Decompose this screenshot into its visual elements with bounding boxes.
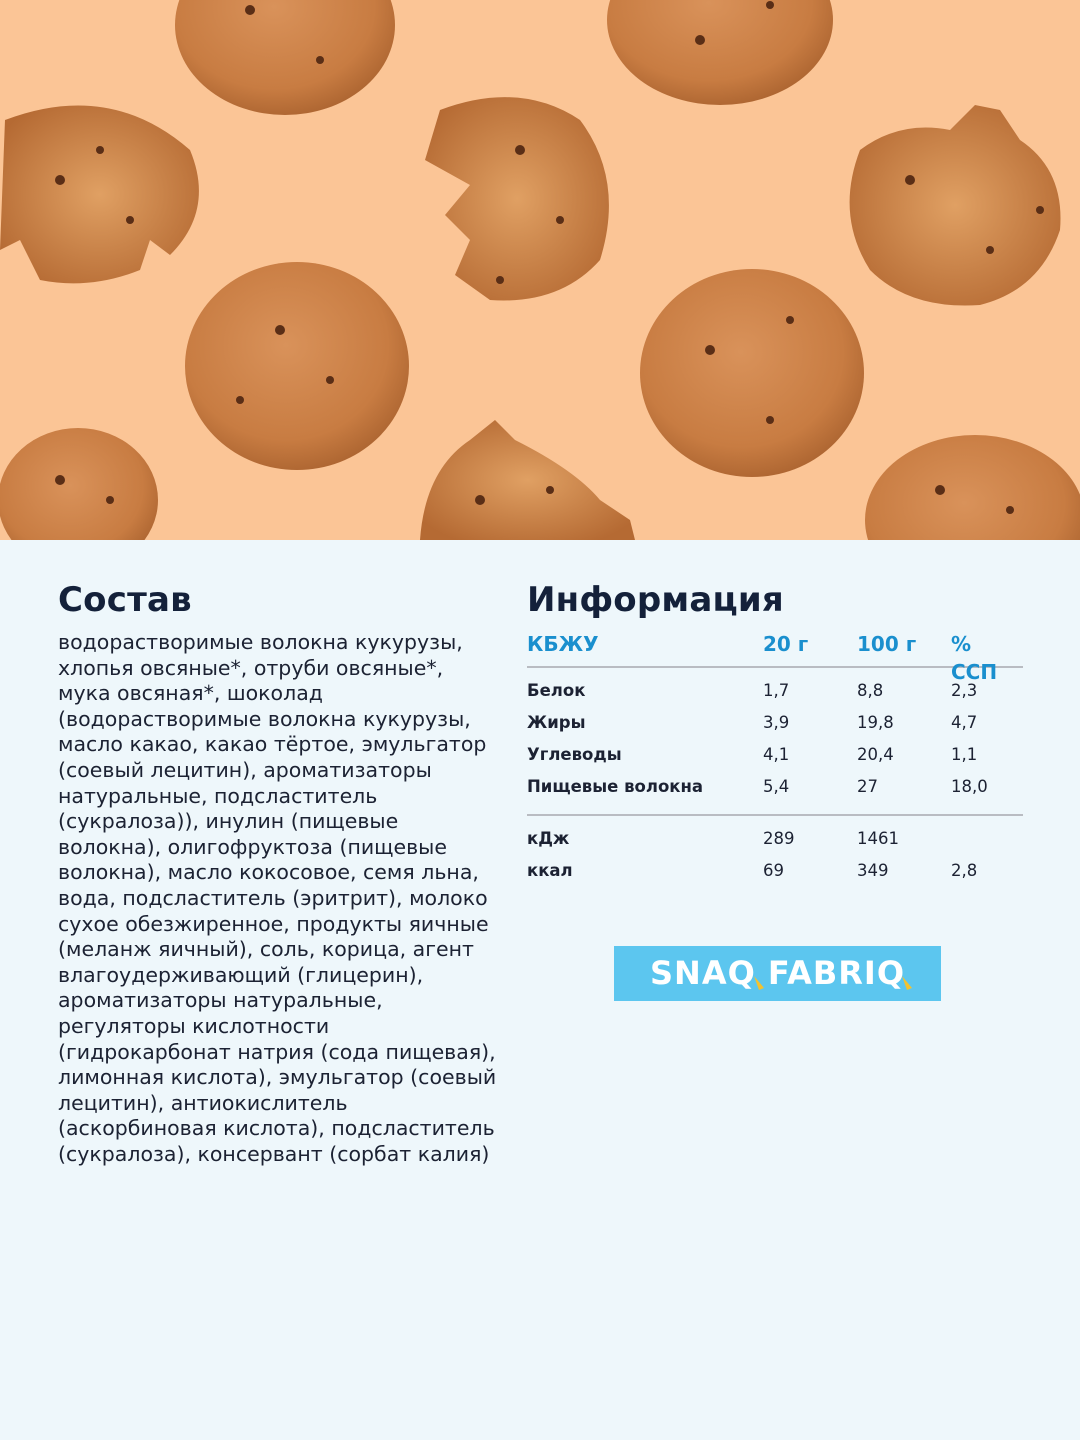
ingredients-text: водорастворимые волокна кукурузы, хлопья овсяные*, отруби овсяные*, мука овсяная*, шоколад (водорастворимые волокна кукурузы, масло какао, какао тёртое, эмульгатор (соевый лецитин), ароматизаторы натуральные, подсластитель (сукралоза)), инулин (пищевые волокна), олигофруктоза (пищевые волокна), масло кокосовое, семя льна, вода, подсластитель (эритрит), молоко сухое обезжиренное, продукты яичные (меланж яичный), соль, корица, агент влагоудерживающий (глицерин), ароматизаторы натуральные, регуляторы кислотности (гидрокарбонат натрия (сода пищевая), лимонная кислота), эмульгатор (соевый лецитин), антиокислитель (аскорбиновая кислота), подсластитель (сукралоза), консервант (сорбат калия) (58, 630, 497, 1166)
cookie-bitten (425, 97, 609, 300)
row-label: Жиры (527, 713, 586, 732)
row-label: кДж (527, 829, 570, 848)
cookie (640, 269, 864, 477)
brand-logo (614, 946, 941, 1001)
row-label: ккал (527, 861, 573, 880)
table-row (527, 776, 1023, 808)
nutrition-table (527, 630, 1023, 892)
header-ssp: % ССП (951, 632, 998, 684)
cookie-bitten (850, 105, 1061, 306)
row-value-ssp: 1,1 (951, 745, 978, 764)
nutrition-header-row (527, 630, 1023, 684)
cookie-bitten (0, 105, 199, 283)
row-value-ssp: 2,8 (951, 861, 978, 880)
row-value-20g: 4,1 (763, 745, 790, 764)
row-value-100g: 8,8 (857, 681, 884, 700)
table-row (527, 712, 1023, 744)
row-label: Углеводы (527, 745, 622, 764)
row-value-20g: 289 (763, 829, 795, 848)
header-100g: 100 г (857, 632, 917, 656)
row-value-ssp: 2,3 (951, 681, 978, 700)
row-value-20g: 5,4 (763, 777, 790, 796)
header-kbzhu: КБЖУ (527, 632, 599, 656)
cookie (0, 428, 158, 540)
cookie (865, 435, 1080, 540)
cookie (607, 0, 833, 105)
info-panel (0, 540, 1080, 1440)
row-value-100g: 20,4 (857, 745, 894, 764)
row-label: Пищевые волокна (527, 777, 704, 796)
row-value-20g: 1,7 (763, 681, 790, 700)
hero-cookie-image (0, 0, 1080, 540)
composition-title: Состав (58, 580, 192, 620)
cookie-pattern (0, 0, 1080, 540)
row-label: Белок (527, 681, 586, 700)
cookie (175, 0, 395, 115)
row-value-100g: 349 (857, 861, 889, 880)
table-row (527, 680, 1023, 712)
info-title: Информация (527, 580, 784, 620)
table-row (527, 744, 1023, 776)
energy-row (527, 828, 1023, 860)
row-value-100g: 19,8 (857, 713, 894, 732)
row-value-ssp: 4,7 (951, 713, 978, 732)
row-value-20g: 3,9 (763, 713, 790, 732)
header-20g: 20 г (763, 632, 809, 656)
row-value-ssp: 18,0 (951, 777, 988, 796)
brand-logo-text: SNAQ FABRIQ (649, 954, 906, 992)
row-value-20g: 69 (763, 861, 784, 880)
energy-row (527, 860, 1023, 892)
cookie (185, 262, 409, 470)
row-value-100g: 1461 (857, 829, 899, 848)
row-value-100g: 27 (857, 777, 878, 796)
cookie-bitten (420, 420, 635, 540)
